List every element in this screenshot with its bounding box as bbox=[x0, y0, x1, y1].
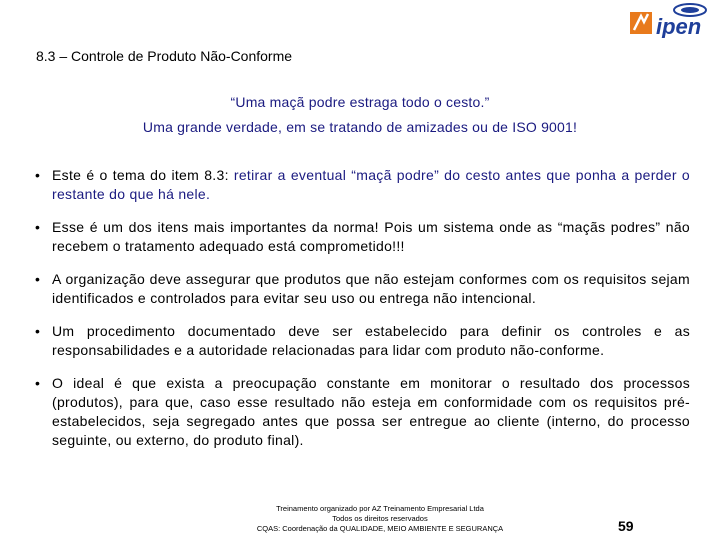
bullet-item bbox=[35, 166, 690, 204]
ipen-logo bbox=[628, 2, 718, 38]
bullet-icon: • bbox=[35, 323, 41, 339]
bullet-list bbox=[35, 166, 690, 464]
bullet-text: Este é o tema do item 8.3: bbox=[52, 167, 234, 183]
bullet-icon: • bbox=[35, 219, 41, 235]
bullet-icon: • bbox=[35, 375, 41, 391]
footer-line-3: CQAS: Coordenação da QUALIDADE, MEIO AMBIENTE E SEGURANÇA bbox=[256, 524, 504, 533]
bullet-item bbox=[35, 322, 690, 360]
bullet-icon: • bbox=[35, 271, 41, 287]
bullet-item bbox=[35, 374, 690, 450]
bullet-highlight: retirar a eventual “maçã podre” do cesto antes que ponha a perder o restante do que há nele. bbox=[52, 167, 690, 202]
bullet-text: Esse é um dos itens mais importantes da norma! Pois um sistema onde as “maçãs podres” não recebem o tratamento adequado está comprometido!!! bbox=[52, 219, 690, 254]
bullet-text: Um procedimento documentado deve ser estabelecido para definir os controles e as responsabilidades e a autoridade relacionadas para lidar com produto não-conforme. bbox=[52, 323, 690, 358]
footer-line-2: Todos os direitos reservados bbox=[332, 514, 428, 523]
logo-text: ipen bbox=[656, 14, 702, 38]
bullet-text: O ideal é que exista a preocupação constante em monitorar o resultado dos processos (produtos), para que, caso esse resultado não esteja em conformidade com os requisitos pré-estabelecidos, seja segregado antes que possa ser entregue ao cliente (interno, do processo seguinte, ou externo, do produto final). bbox=[52, 375, 690, 448]
footer bbox=[240, 504, 520, 534]
slide-title: 8.3 – Controle de Produto Não-Conforme bbox=[36, 48, 293, 64]
footer-line-1: Treinamento organizado por AZ Treinamento Empresarial Ltda bbox=[276, 504, 484, 513]
quote-line-2: Uma grande verdade, em se tratando de amizades ou de ISO 9001! bbox=[142, 119, 578, 135]
quote-line-1: “Uma maçã podre estraga todo o cesto.” bbox=[230, 94, 490, 110]
bullet-text: A organização deve assegurar que produtos que não estejam conformes com os requisitos sejam identificados e controlados para evitar seu uso ou entrega não intencional. bbox=[52, 271, 690, 306]
bullet-item bbox=[35, 270, 690, 308]
page-number: 59 bbox=[618, 518, 634, 534]
bullet-icon: • bbox=[35, 167, 41, 183]
bullet-item bbox=[35, 218, 690, 256]
